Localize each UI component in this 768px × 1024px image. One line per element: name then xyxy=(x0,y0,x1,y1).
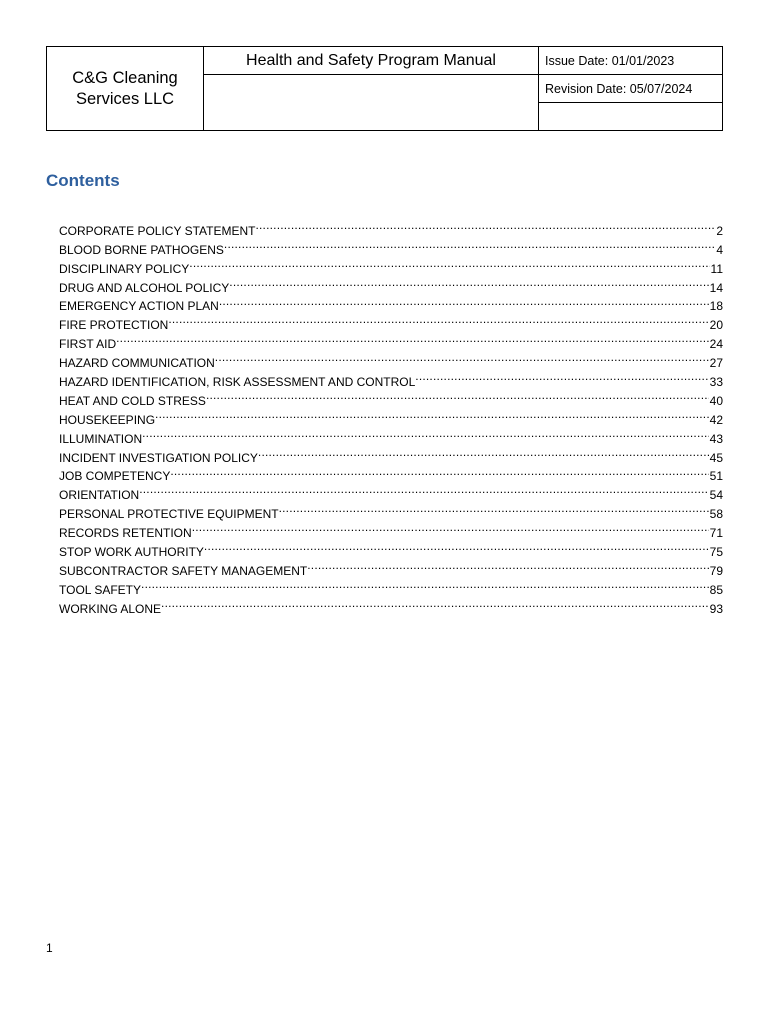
toc-entry-page: 79 xyxy=(709,563,723,578)
contents-heading: Contents xyxy=(46,171,120,190)
toc-dot-leader xyxy=(255,216,715,235)
toc-entry-title: HEAT AND COLD STRESS xyxy=(59,393,206,408)
toc-entry[interactable] xyxy=(59,480,723,503)
toc-entry-title: WORKING ALONE xyxy=(59,601,162,616)
toc-entry-page: 43 xyxy=(709,431,723,446)
toc-entry-page: 27 xyxy=(709,356,723,371)
toc-dot-leader xyxy=(229,273,708,292)
toc-dot-leader xyxy=(219,292,709,311)
toc-dot-leader xyxy=(204,537,709,556)
toc-dot-leader xyxy=(215,348,709,367)
toc-entry-title: ORIENTATION xyxy=(59,488,140,503)
toc-dot-leader xyxy=(155,405,709,424)
toc-entry-page: 51 xyxy=(709,469,723,484)
toc-entry-page: 4 xyxy=(716,242,723,257)
toc-entry-title: PERSONAL PROTECTIVE EQUIPMENT xyxy=(59,507,279,522)
table-of-contents xyxy=(59,216,723,616)
toc-entry-title: CORPORATE POLICY STATEMENT xyxy=(59,223,256,238)
toc-entry-page: 42 xyxy=(709,412,723,427)
toc-dot-leader xyxy=(142,424,709,443)
toc-entry-page: 58 xyxy=(709,507,723,522)
toc-entry-page: 54 xyxy=(709,488,723,503)
revision-date: Revision Date: 05/07/2024 xyxy=(539,75,723,103)
toc-entry[interactable] xyxy=(59,424,723,446)
toc-entry-title: SUBCONTRACTOR SAFETY MANAGEMENT xyxy=(59,563,308,578)
document-header-table xyxy=(46,46,723,131)
toc-entry-title: EMERGENCY ACTION PLAN xyxy=(59,299,219,314)
toc-entry-title: FIRST AID xyxy=(59,337,117,352)
toc-entry-page: 11 xyxy=(710,261,723,276)
toc-entry-title: DISCIPLINARY POLICY xyxy=(59,261,190,276)
toc-entry-page: 14 xyxy=(709,280,723,295)
toc-entry-title: INCIDENT INVESTIGATION POLICY xyxy=(59,450,258,465)
toc-entry-title: FIRE PROTECTION xyxy=(59,318,169,333)
toc-entry-title: HOUSEKEEPING xyxy=(59,412,156,427)
toc-entry-title: HAZARD IDENTIFICATION, RISK ASSESSMENT AND CONTROL xyxy=(59,375,416,390)
toc-dot-leader xyxy=(161,594,709,613)
toc-entry-page: 33 xyxy=(709,375,723,390)
toc-dot-leader xyxy=(206,386,709,405)
toc-entry-title: BLOOD BORNE PATHOGENS xyxy=(59,242,224,257)
issue-date: Issue Date: 01/01/2023 xyxy=(539,47,723,75)
toc-entry[interactable] xyxy=(59,405,723,427)
toc-entry-title: JOB COMPETENCY xyxy=(59,469,171,484)
meta-blank-cell xyxy=(539,103,723,131)
toc-entry[interactable] xyxy=(59,348,723,371)
toc-entry-page: 24 xyxy=(709,337,723,352)
toc-entry-title: HAZARD COMMUNICATION xyxy=(59,356,215,371)
toc-entry-page: 93 xyxy=(709,601,723,616)
page-number: 1 xyxy=(46,941,53,955)
toc-entry-title: ILLUMINATION xyxy=(59,431,143,446)
toc-entry-title: DRUG AND ALCOHOL POLICY xyxy=(59,280,230,295)
toc-dot-leader xyxy=(116,329,709,348)
toc-entry-page: 20 xyxy=(709,318,723,333)
toc-dot-leader xyxy=(192,518,709,537)
toc-dot-leader xyxy=(170,462,708,481)
toc-dot-leader xyxy=(141,575,709,594)
toc-entry-title: RECORDS RETENTION xyxy=(59,526,192,541)
toc-dot-leader xyxy=(279,499,709,518)
toc-entry[interactable] xyxy=(59,216,723,238)
toc-entry[interactable] xyxy=(59,499,723,522)
toc-entry-page: 75 xyxy=(709,545,723,560)
toc-entry-title: TOOL SAFETY xyxy=(59,582,142,597)
toc-entry[interactable] xyxy=(59,329,723,352)
toc-entry[interactable] xyxy=(59,575,723,597)
toc-entry-page: 40 xyxy=(709,393,723,408)
toc-entry[interactable] xyxy=(59,443,723,465)
manual-title: Health and Safety Program Manual xyxy=(204,47,539,75)
toc-dot-leader xyxy=(139,480,708,499)
toc-dot-leader xyxy=(189,254,709,273)
toc-dot-leader xyxy=(415,367,708,386)
toc-dot-leader xyxy=(168,310,708,329)
toc-dot-leader xyxy=(258,443,709,462)
toc-entry-page: 71 xyxy=(709,526,723,541)
company-name: C&G Cleaning Services LLC xyxy=(72,68,178,108)
toc-entry-title: STOP WORK AUTHORITY xyxy=(59,545,204,560)
toc-entry-page: 2 xyxy=(716,223,723,238)
toc-entry-page: 85 xyxy=(709,582,723,597)
toc-entry[interactable] xyxy=(59,594,723,616)
title-blank-cell xyxy=(204,75,539,131)
toc-dot-leader xyxy=(224,235,715,254)
company-name-cell xyxy=(47,47,204,131)
toc-entry-page: 45 xyxy=(709,450,723,465)
toc-dot-leader xyxy=(307,556,708,575)
toc-entry-page: 18 xyxy=(709,299,723,314)
